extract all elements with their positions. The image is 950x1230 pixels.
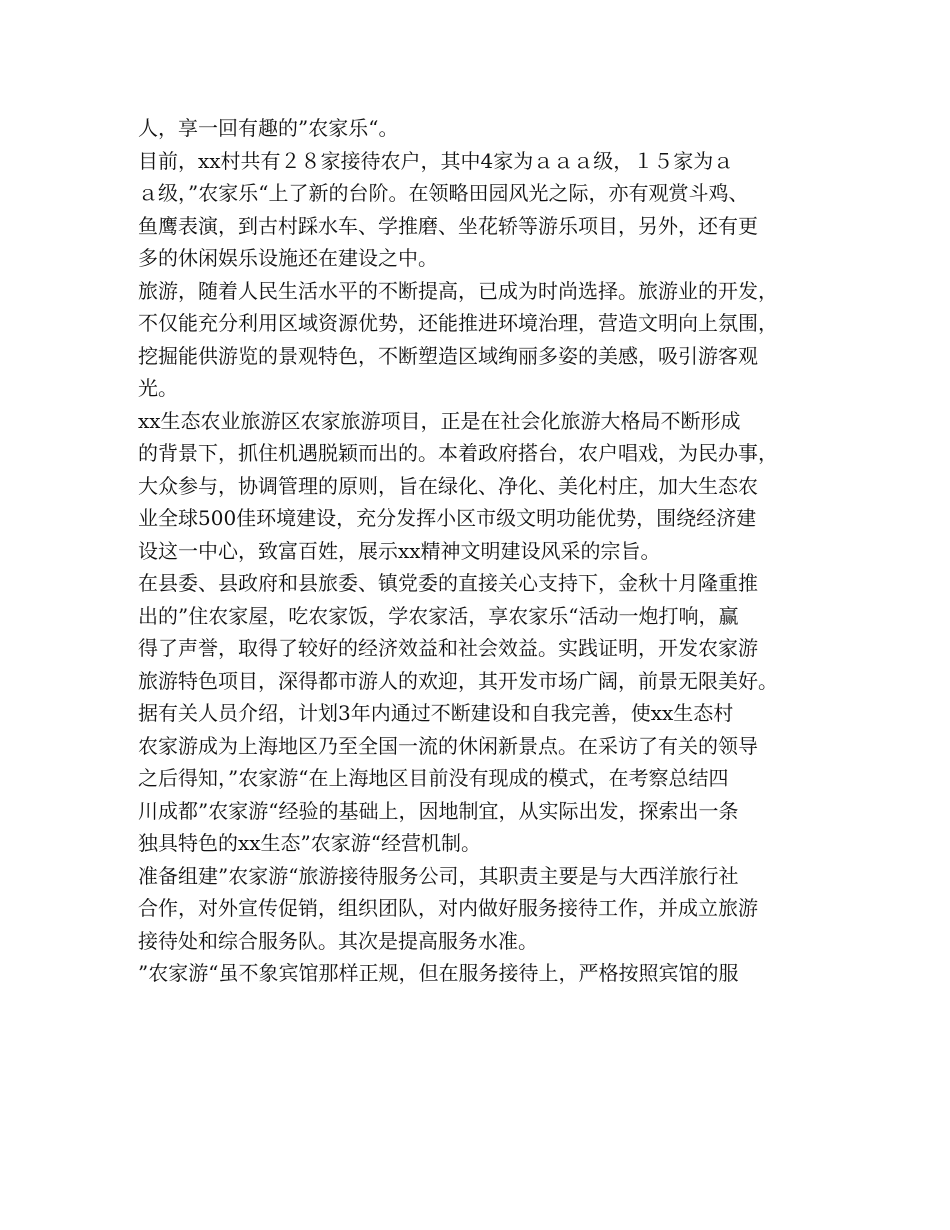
text-line: 鱼鹰表演，到古村踩水车、学推磨、坐花轿等游乐项目，另外，还有更 (138, 213, 758, 238)
text-line: 不仅能充分利用区域资源优势，还能推进环境治理，营造文明向上氛围， (138, 311, 778, 335)
text-line: 准备组建”农家游“旅游接待服务公司，其职责主要是与大西洋旅行社 (138, 863, 739, 888)
text-line: xx生态农业旅游区农家旅游项目，正是在社会化旅游大格局不断形成 (138, 408, 741, 433)
text-line: 独具特色的xx生态”农家游“经营机制。 (138, 831, 482, 855)
text-line: 之后得知，”农家游“在上海地区目前没有现成的模式，在考察总结四 (138, 766, 729, 790)
text-line: ”农家游“虽不象宾馆那样正规，但在服务接待上，严格按照宾馆的服 (138, 961, 739, 985)
text-line: 川成都”农家游“经验的基础上，因地制宜，从实际出发，探索出一条 (138, 798, 739, 823)
text-line: 目前，xx村共有２８家接待农户，其中4家为ａａａ级，１５家为ａ (138, 148, 734, 173)
text-line: 设这一中心，致富百姓，展示xx精神文明建设风采的宗旨。 (138, 538, 661, 563)
document-body (138, 112, 828, 990)
text-line: 据有关人员介绍，计划3年内通过不断建设和自我完善，使xx生态村 (138, 701, 734, 725)
text-line: 接待处和综合服务队。其次是提高服务水准。 (138, 928, 538, 953)
text-line: 合作，对外宣传促销，组织团队，对内做好服务接待工作，并成立旅游 (138, 896, 758, 920)
text-line: 旅游，随着人民生活水平的不断提高，已成为时尚选择。旅游业的开发， (138, 278, 778, 303)
text-line: 挖掘能供游览的景观特色，不断塑造区域绚丽多姿的美感，吸引游客观 (138, 343, 758, 368)
text-line: 出的”住农家屋，吃农家饭，学农家活，享农家乐“活动一炮打响，赢 (138, 603, 739, 628)
text-line: 得了声誉，取得了较好的经济效益和社会效益。实践证明，开发农家游 (138, 636, 758, 660)
text-line: 的背景下，抓住机遇脱颖而出的。本着政府搭台，农户唱戏，为民办事， (138, 441, 778, 465)
text-line: 人，享一回有趣的”农家乐“。 (138, 116, 399, 140)
text-line: 业全球500佳环境建设，充分发挥小区市级文明功能优势，围绕经济建 (138, 506, 757, 530)
text-line: 多的休闲娱乐设施还在建设之中。 (138, 246, 438, 270)
text-line: ａ级，”农家乐“上了新的台阶。在领略田园风光之际，亦有观赏斗鸡、 (138, 181, 749, 205)
text-line: 旅游特色项目，深得都市游人的欢迎，其开发市场广阔，前景无限美好。 (138, 668, 778, 693)
text-line: 在县委、县政府和县旅委、镇党委的直接关心支持下，金秋十月隆重推 (138, 571, 758, 595)
text-line: 光。 (138, 376, 178, 400)
text-line: 农家游成为上海地区乃至全国一流的休闲新景点。在采访了有关的领导 (138, 733, 758, 758)
text-line: 大众参与，协调管理的原则，旨在绿化、净化、美化村庄，加大生态农 (138, 473, 758, 498)
